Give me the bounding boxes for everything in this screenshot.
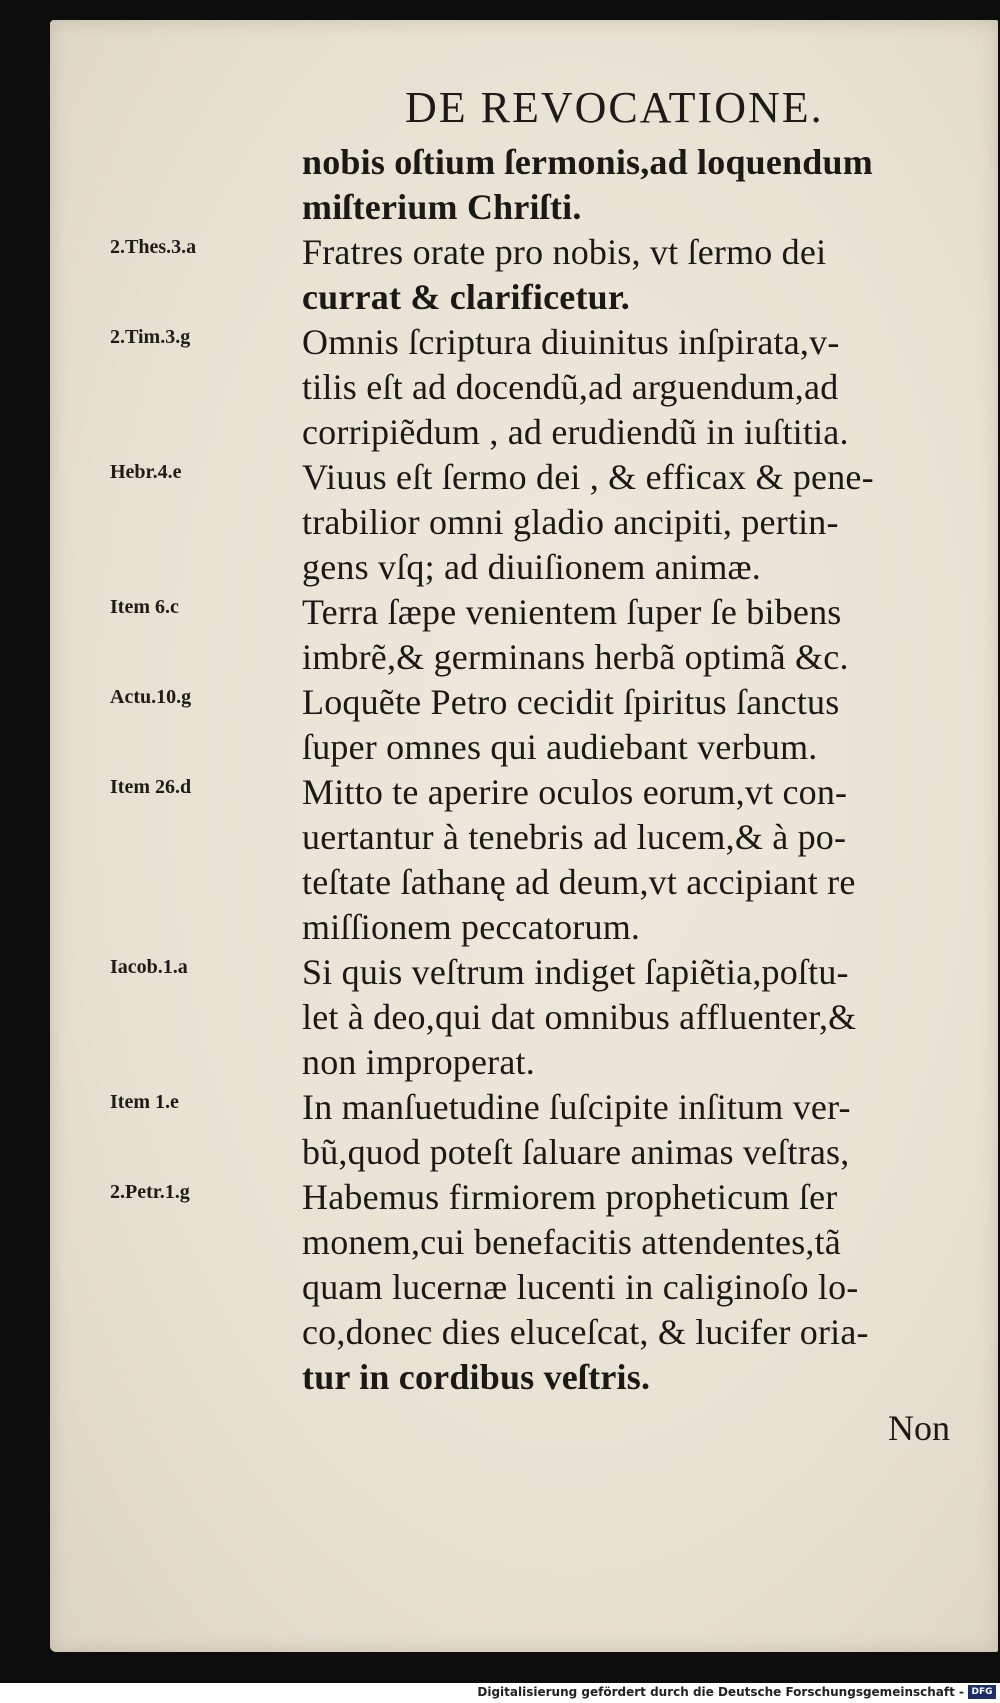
text-line: Mitto te aperire oculos eorum,vt con- [302,772,848,812]
margin-note: Item 6.c [110,596,179,618]
margin-note: Item 26.d [110,776,192,798]
text-line: quam lucernæ lucenti in caliginoſo lo- [302,1267,859,1307]
dfg-logo: DFG [968,1685,996,1699]
text-line: miſterium Chriſti. [302,187,582,227]
page-content [50,20,998,1652]
margin-note: Iacob.1.a [110,956,188,978]
body-text [302,140,982,1400]
text-line: monem,cui benefacitis attendentes,tã [302,1222,841,1262]
running-head: DE REVOCATIONE. [405,83,824,132]
text-line: tur in cordibus veſtris. [302,1357,651,1397]
text-line: Loquẽte Petro cecidit ſpiritus ſanctus [302,682,840,722]
text-line: corripiẽdum , ad erudiendũ in iuſtitia. [302,412,849,452]
text-line: let à deo,qui dat omnibus affluenter,& [302,997,857,1037]
text-line: currat & clarificetur. [302,277,630,317]
text-line: Omnis ſcriptura diuinitus inſpirata,v- [302,322,840,362]
text-line: non improperat. [302,1042,535,1082]
margin-note: Hebr.4.e [110,461,182,483]
margin-note: 2.Tim.3.g [110,326,191,348]
text-line: trabilior omni gladio ancipiti, pertin- [302,502,839,542]
catchword: Non [888,1408,950,1448]
text-line: tilis eſt ad docendũ,ad arguendum,ad [302,367,839,407]
text-line: gens vſq; ad diuiſionem animæ. [302,547,761,587]
footer-credit: Digitalisierung gefördert durch die Deutsche Forschungsgemeinschaft - [477,1685,964,1699]
text-line: bũ,quod poteſt ſaluare animas veſtras, [302,1132,850,1172]
text-line: ſuper omnes qui audiebant verbum. [302,727,818,767]
margin-note: 2.Petr.1.g [110,1181,190,1203]
text-line: Viuus eſt ſermo dei , & efficax & pene- [302,457,874,497]
text-line: Si quis veſtrum indiget ſapiẽtia,poſtu- [302,952,849,992]
text-line: Habemus firmiorem propheticum ſer [302,1177,838,1217]
text-line: miſſionem peccatorum. [302,907,641,947]
text-line: uertantur à tenebris ad lucem,& à po- [302,817,847,857]
text-line: teſtate ſathanę ad deum,vt accipiant re [302,862,856,902]
text-line: In manſuetudine ſuſcipite inſitum ver- [302,1087,851,1127]
text-line: Fratres orate pro nobis, vt ſermo dei [302,232,827,272]
margin-note: Actu.10.g [110,686,192,708]
text-line: co,donec dies eluceſcat, & lucifer oria- [302,1312,869,1352]
margin-note: Item 1.e [110,1091,179,1113]
book-page [50,20,998,1652]
text-line: imbrẽ,& germinans herbã optimã &c. [302,637,849,677]
text-line: nobis oſtium ſermonis,ad loquendum [302,142,873,182]
text-line: Terra ſæpe venientem ſuper ſe bibens [302,592,842,632]
margin-note: 2.Thes.3.a [110,236,197,258]
